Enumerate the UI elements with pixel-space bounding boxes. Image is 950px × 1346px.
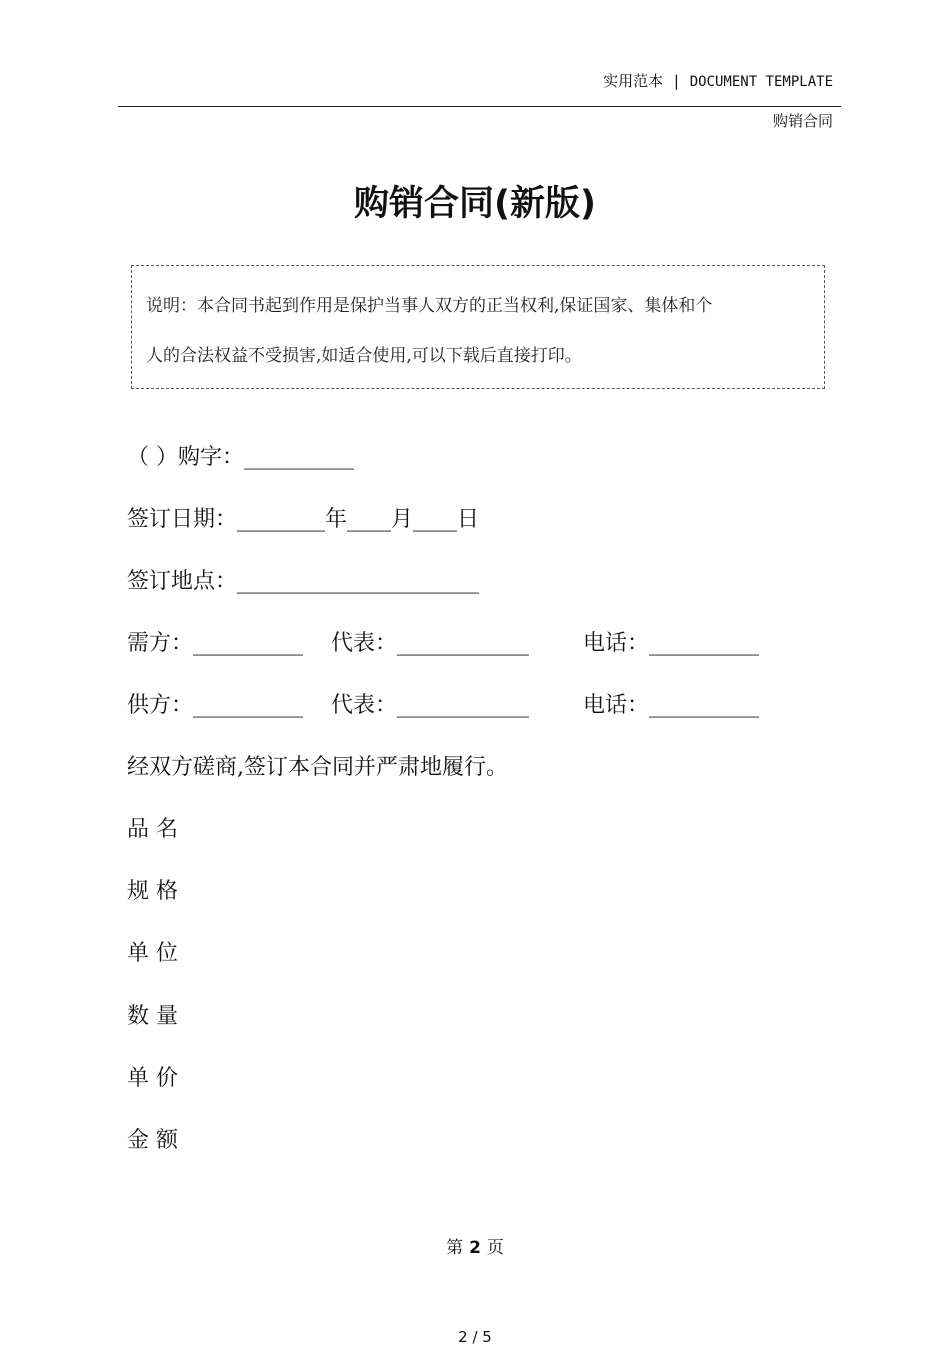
page-suffix: 页	[486, 1238, 504, 1258]
item-label-unit-price: 单 价	[127, 1066, 178, 1091]
buyer-phone-field: 电话：__________	[583, 631, 760, 656]
header-subtitle: 购销合同	[772, 112, 833, 130]
document-title: 购销合同(新版)	[354, 184, 596, 224]
header-brand-cn: 实用范本	[603, 72, 664, 90]
notice-box	[131, 265, 825, 389]
supplier-rep-field: 代表：____________	[331, 693, 530, 718]
supplier-row	[127, 688, 827, 718]
page-number-value: 2	[469, 1238, 481, 1258]
header-divider	[118, 106, 841, 107]
page-count: 2 / 5	[458, 1328, 492, 1346]
sign-date-field: 签订日期：________年____月____日	[127, 507, 480, 532]
item-label-name: 品 名	[127, 817, 178, 842]
contract-number-field: （ ）购字：__________	[127, 445, 354, 470]
item-label-quantity: 数 量	[127, 1004, 178, 1029]
sign-place-field: 签订地点：______________________	[127, 569, 480, 594]
notice-line-1: 说明：本合同书起到作用是保护当事人双方的正当权利,保证国家、集体和个	[146, 296, 713, 316]
supplier-party-field: 供方：__________	[127, 693, 304, 718]
item-label-amount: 金 额	[127, 1128, 178, 1153]
notice-line-2: 人的合法权益不受损害,如适合使用,可以下载后直接打印。	[146, 346, 582, 366]
buyer-party-field: 需方：__________	[127, 631, 304, 656]
item-label-unit: 单 位	[127, 941, 178, 966]
supplier-phone-field: 电话：__________	[583, 693, 760, 718]
page-prefix: 第	[446, 1238, 464, 1258]
buyer-row	[127, 626, 827, 656]
header-brand	[603, 70, 833, 91]
agreement-text: 经双方磋商,签订本合同并严肃地履行。	[127, 755, 508, 780]
header-separator: |	[673, 72, 679, 90]
item-label-spec: 规 格	[127, 879, 178, 904]
page-number	[0, 1233, 950, 1258]
buyer-rep-field: 代表：____________	[331, 631, 530, 656]
header-brand-en: DOCUMENT TEMPLATE	[689, 74, 833, 90]
